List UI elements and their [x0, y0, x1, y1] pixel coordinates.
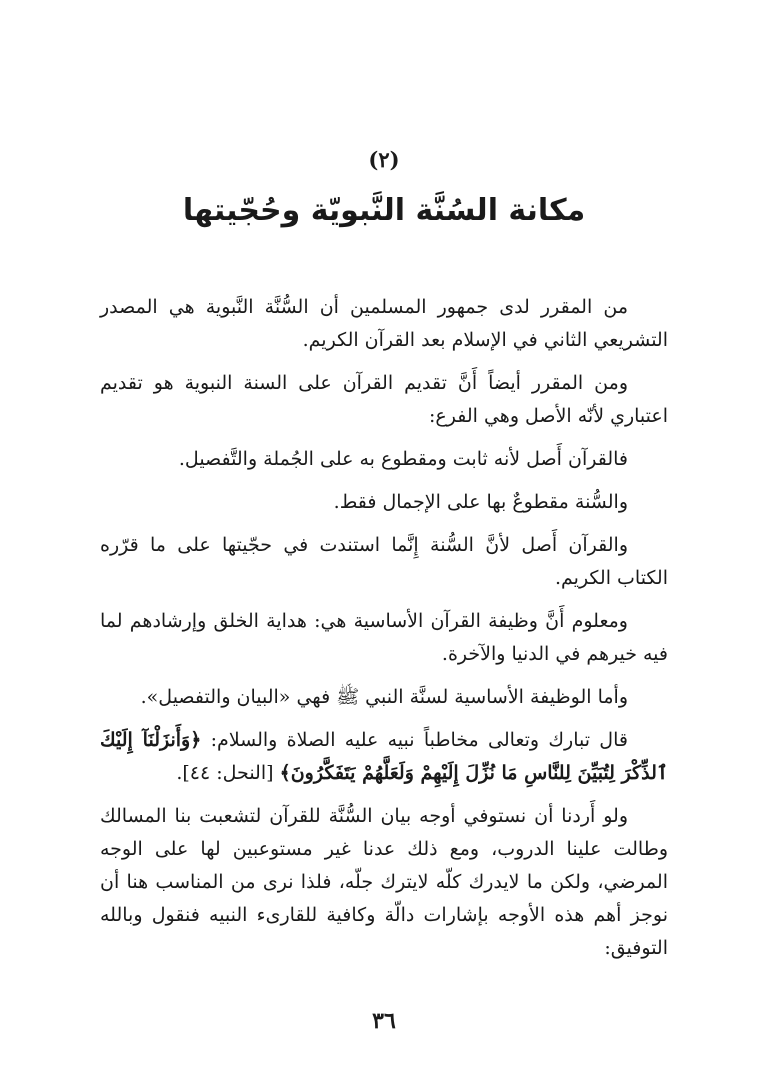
chapter-number: (٢)	[368, 147, 400, 172]
quran-verse: ﴿وَأَنزَلْنَآ إِلَيْكَ ٱلذِّكْرَ لِتُبَيِّنَ لِلنَّاسِ مَا نُزِّلَ إِلَيْهِمْ وَلَعَلَّهُمْ يَتَفَكَّرُونَ﴾	[100, 729, 668, 784]
paragraph: ومعلوم أَنَّ وظيفة القرآن الأساسية هي: هداية الخلق وإرشادهم لما فيه خيرهم في الدنيا والآخرة.	[100, 610, 668, 665]
paragraph: وأما الوظيفة الأساسية لسنَّة النبي ﷺ فهي «البيان والتفصيل».	[140, 686, 628, 708]
quran-paragraph	[100, 724, 668, 790]
page-number: ٣٦	[372, 1008, 396, 1034]
paragraph: فالقرآن أَصل لأنه ثابت ومقطوع به على الجُملة والتَّفصيل.	[178, 448, 628, 470]
chapter-title: مكانة السُنَّة النَّبويّة وحُجّيتها	[182, 193, 586, 228]
paragraph: ولو أَردنا أن نستوفي أوجه بيان السُّنَّة للقرآن لتشعبت بنا المسالك وطالت علينا الدروب، ومع ذلك عدنا غير مستوعبين لها على الوجه المرضي، ولكن ما لايدرك كلّه لايترك جلّه، فلذا نرى من المناسب هنا أن نوجز أهم هذه الأوجه بإشارات دالّة وكافية للقارىء النبيه فنقول وبالله التوفيق:	[100, 805, 668, 959]
verse-reference: [النحل: ٤٤].	[176, 762, 274, 784]
paragraph: والقرآن أَصل لأنَّ السُّنة إِنَّما استندت في حجّيتها على ما قرّره الكتاب الكريم.	[100, 534, 668, 589]
paragraph: من المقرر لدى جمهور المسلمين أن السُّنَّة النَّبوية هي المصدر التشريعي الثاني في الإسلام بعد القرآن الكريم.	[100, 296, 668, 351]
quran-intro: قال تبارك وتعالى مخاطباً نبيه عليه الصلاة والسلام:	[210, 729, 628, 751]
paragraph: والسُّنة مقطوعٌ بها على الإجمال فقط.	[333, 491, 628, 513]
paragraph: ومن المقرر أيضاً أَنَّ تقديم القرآن على السنة النبوية هو تقديم اعتباري لأنّه الأصل وهي الفرع:	[100, 372, 668, 427]
body-text	[100, 291, 668, 965]
